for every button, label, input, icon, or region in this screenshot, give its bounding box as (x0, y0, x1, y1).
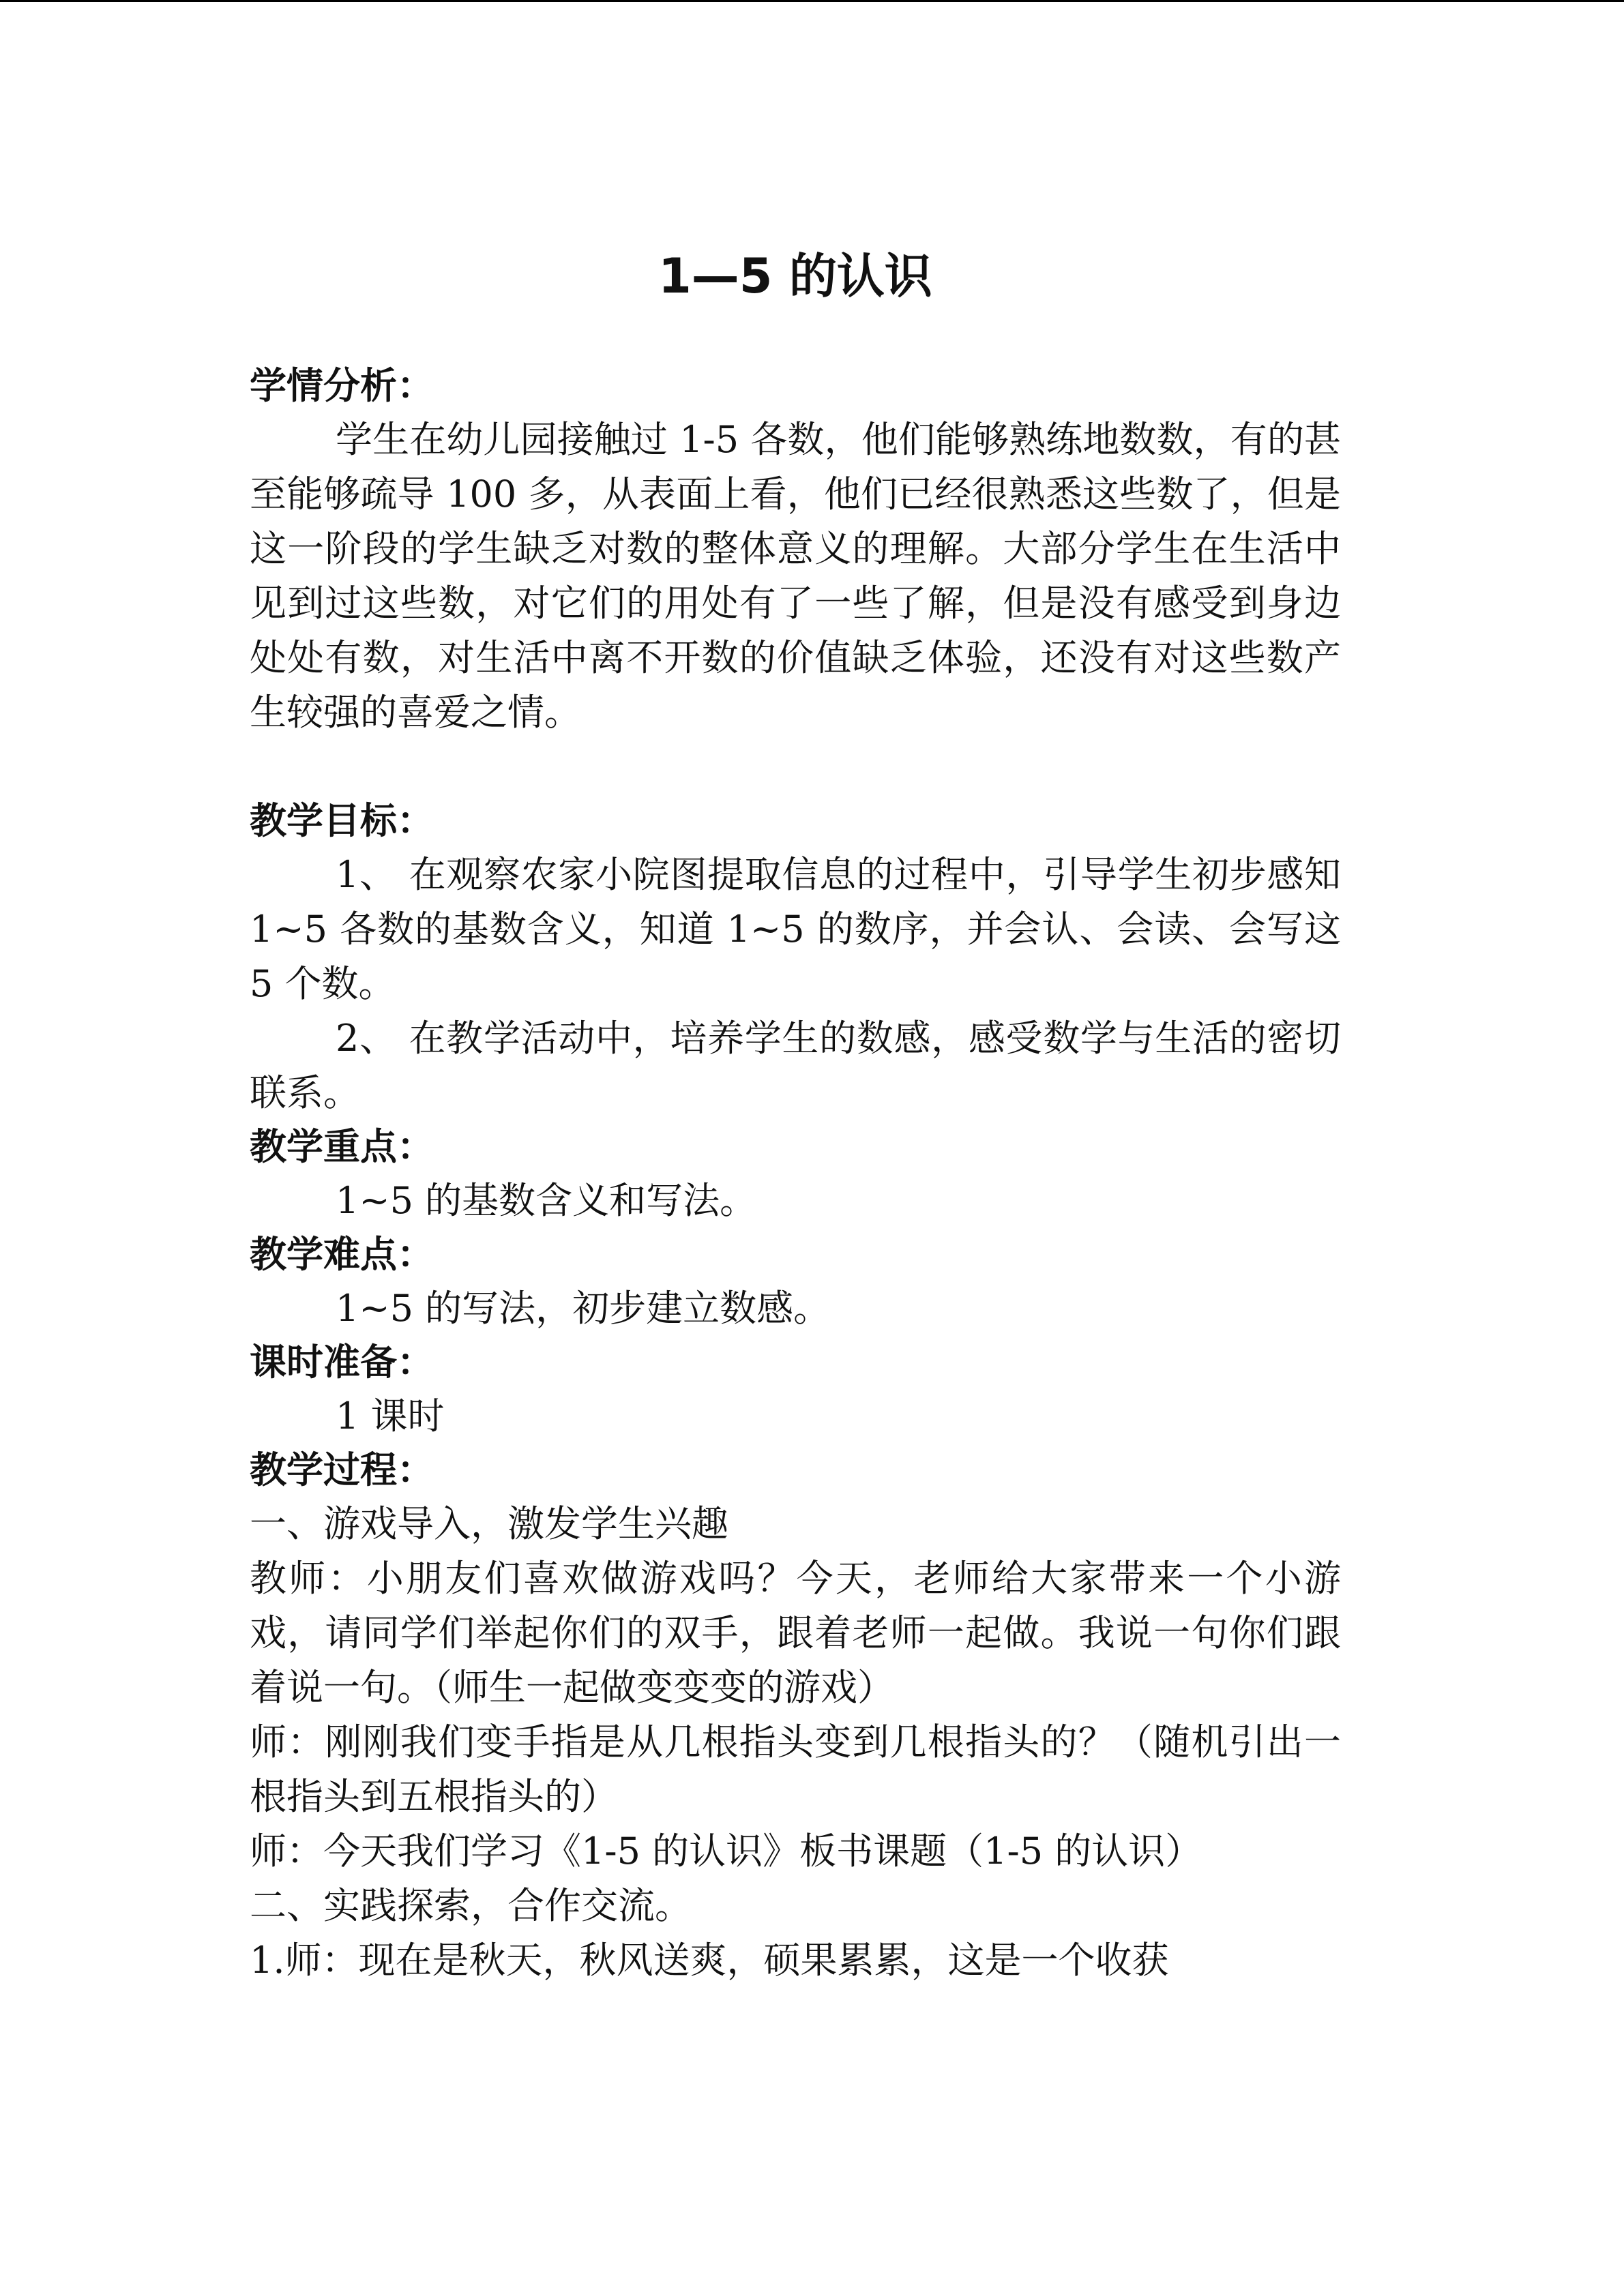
process-line: 一、游戏导入，激发学生兴趣 (250, 1502, 728, 1545)
process-line: 师：今天我们学习《1-5 的认识》板书课题（1-5 的认识） (250, 1830, 1202, 1873)
document-body (250, 359, 1341, 1988)
process-line: 1.师：现在是秋天，秋风送爽，硕果累累，这是一个收获 (250, 1939, 1169, 1982)
section-spacer (250, 740, 1341, 794)
difficulties-text: 1~5 的写法，初步建立数感。 (336, 1287, 831, 1330)
goal-item-1: 1、 在观察农家小院图提取信息的过程中，引导学生初步感知 1~5 各数的基数含义，知道 1~5 的数序，并会认、会读、会写这 5 个数。 (250, 853, 1341, 1005)
heading-process: 教学过程： (250, 1448, 434, 1491)
section-key-points (250, 1120, 1341, 1228)
heading-analysis: 学情分析： (250, 364, 434, 407)
section-preparation (250, 1336, 1341, 1444)
heading-preparation: 课时准备： (250, 1341, 434, 1384)
preparation-text: 1 课时 (336, 1395, 445, 1437)
section-process (250, 1444, 1341, 1988)
analysis-text: 学生在幼儿园接触过 1-5 各数，他们能够熟练地数数，有的甚至能够疏导 100 多，从表面上看，他们已经很熟悉这些数了，但是这一阶段的学生缺乏对数的整体意义的理解。大部分学生在生活中见到过这些数，对它们的用处有了一些了解，但是没有感受到身边处处有数，对生活中离不开数的价值缺乏体验，还没有对这些数产生较强的喜爱之情。 (250, 418, 1341, 734)
section-difficulties (250, 1228, 1341, 1336)
section-analysis (250, 359, 1341, 740)
page-title: 1—5 的认识 (658, 248, 932, 304)
process-line: 教师：小朋友们喜欢做游戏吗？今天，老师给大家带来一个小游戏，请同学们举起你们的双手，跟着老师一起做。我说一句你们跟着说一句。（师生一起做变变变的游戏） (250, 1557, 1341, 1709)
heading-key-points: 教学重点： (250, 1125, 434, 1168)
process-line: 二、实践探索，合作交流。 (250, 1884, 692, 1927)
section-goals (250, 794, 1341, 1120)
heading-goals: 教学目标： (250, 799, 434, 842)
goal-item-2: 2、 在教学活动中，培养学生的数感，感受数学与生活的密切联系。 (250, 1017, 1341, 1114)
process-line: 师：刚刚我们变手指是从几根指头变到几根指头的？（随机引出一根指头到五根指头的） (250, 1720, 1341, 1818)
heading-difficulties: 教学难点： (250, 1233, 434, 1276)
key-points-text: 1~5 的基数含义和写法。 (336, 1179, 757, 1222)
top-border-line (0, 0, 1624, 2)
